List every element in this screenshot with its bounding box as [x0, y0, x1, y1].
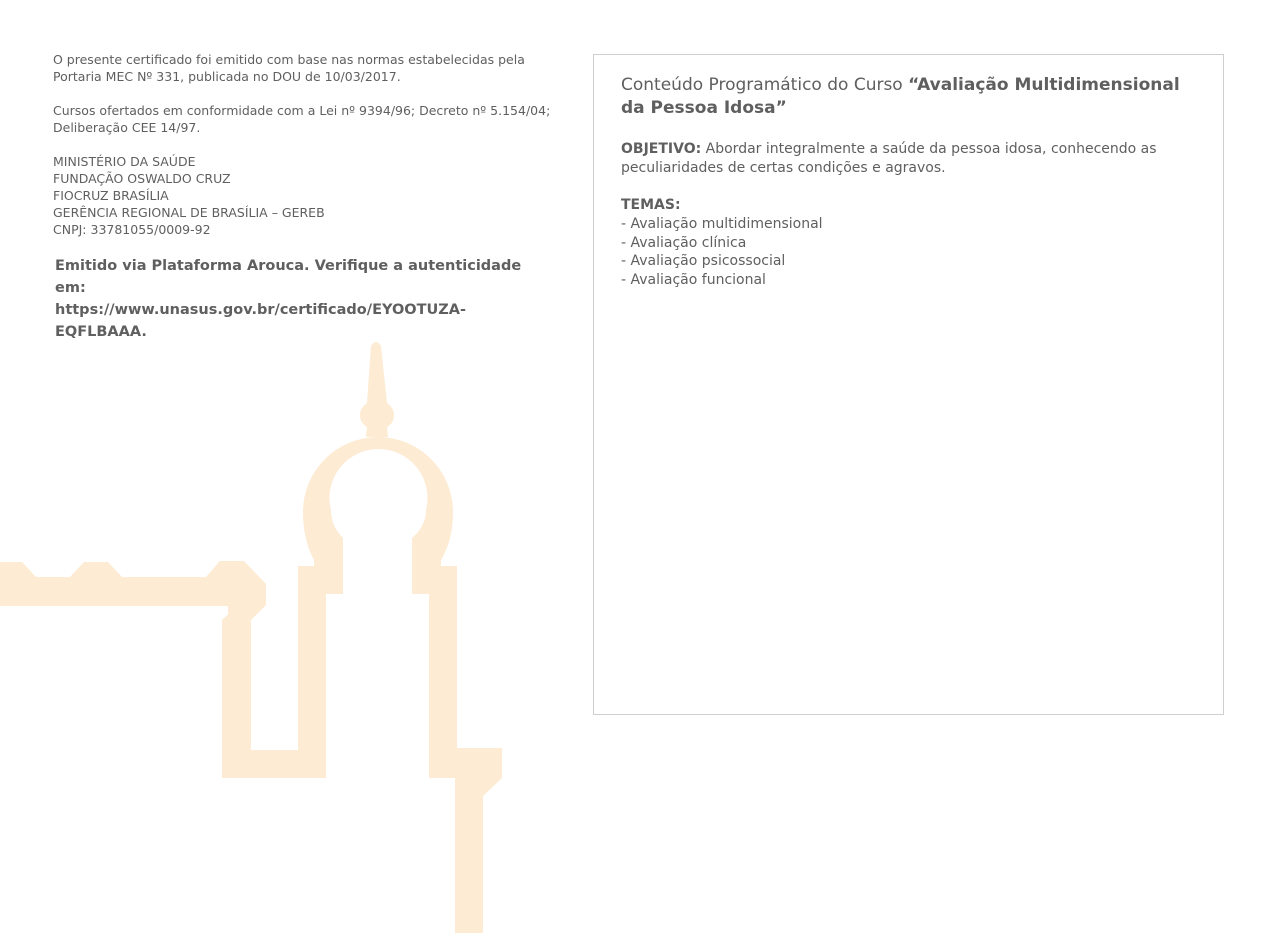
- institution-ministry: MINISTÉRIO DA SAÚDE: [53, 154, 196, 169]
- theme-item: - Avaliação multidimensional: [621, 216, 823, 232]
- course-content-title-prefix: Conteúdo Programático do Curso: [621, 75, 909, 95]
- legislation-paragraph: [53, 102, 553, 136]
- legal-info-column: [53, 51, 553, 343]
- theme-item: - Avaliação clínica: [621, 234, 747, 251]
- authenticity-notice: [55, 255, 553, 343]
- legal-basis-line-1: O presente certificado foi emitido com base nas normas estabelecidas pela: [53, 52, 525, 67]
- course-name: “Avaliação Multidimensional da Pessoa Idosa”: [621, 75, 1180, 118]
- objective-label: OBJETIVO:: [621, 141, 702, 157]
- institution-cnpj: CNPJ: 33781055/0009-92: [53, 222, 211, 237]
- authenticity-url[interactable]: https://www.unasus.gov.br/certificado/EYOOTUZA-EQFLBAAA.: [55, 302, 467, 340]
- legal-basis-paragraph: [53, 51, 553, 85]
- authenticity-text: Emitido via Plataforma Arouca. Verifique a autenticidade em:: [55, 258, 522, 296]
- theme-item: - Avaliação funcional: [621, 271, 766, 288]
- objective-text: Abordar integralmente a saúde da pessoa idosa, conhecendo as peculiaridades de certas condições e agravos.: [621, 141, 1157, 176]
- institution-fiocruz: FIOCRUZ BRASÍLIA: [53, 188, 169, 203]
- themes-label: TEMAS:: [621, 197, 681, 213]
- theme-item: - Avaliação psicossocial: [621, 253, 786, 269]
- institution-foundation: FUNDAÇÃO OSWALDO CRUZ: [53, 171, 231, 186]
- institution-gereb: GERÊNCIA REGIONAL DE BRASÍLIA – GEREB: [53, 205, 325, 220]
- course-objective: [621, 140, 1201, 178]
- course-content-box: [593, 54, 1224, 715]
- legislation-line-1: Cursos ofertados em conformidade com a Lei nº 9394/96; Decreto nº 5.154/04;: [53, 103, 551, 118]
- course-content-title: [621, 74, 1201, 120]
- themes-list: [621, 215, 1201, 289]
- legal-basis-line-2: Portaria MEC Nº 331, publicada no DOU de 10/03/2017.: [53, 69, 401, 84]
- legislation-line-2: Deliberação CEE 14/97.: [53, 120, 201, 135]
- institution-block: [53, 153, 553, 238]
